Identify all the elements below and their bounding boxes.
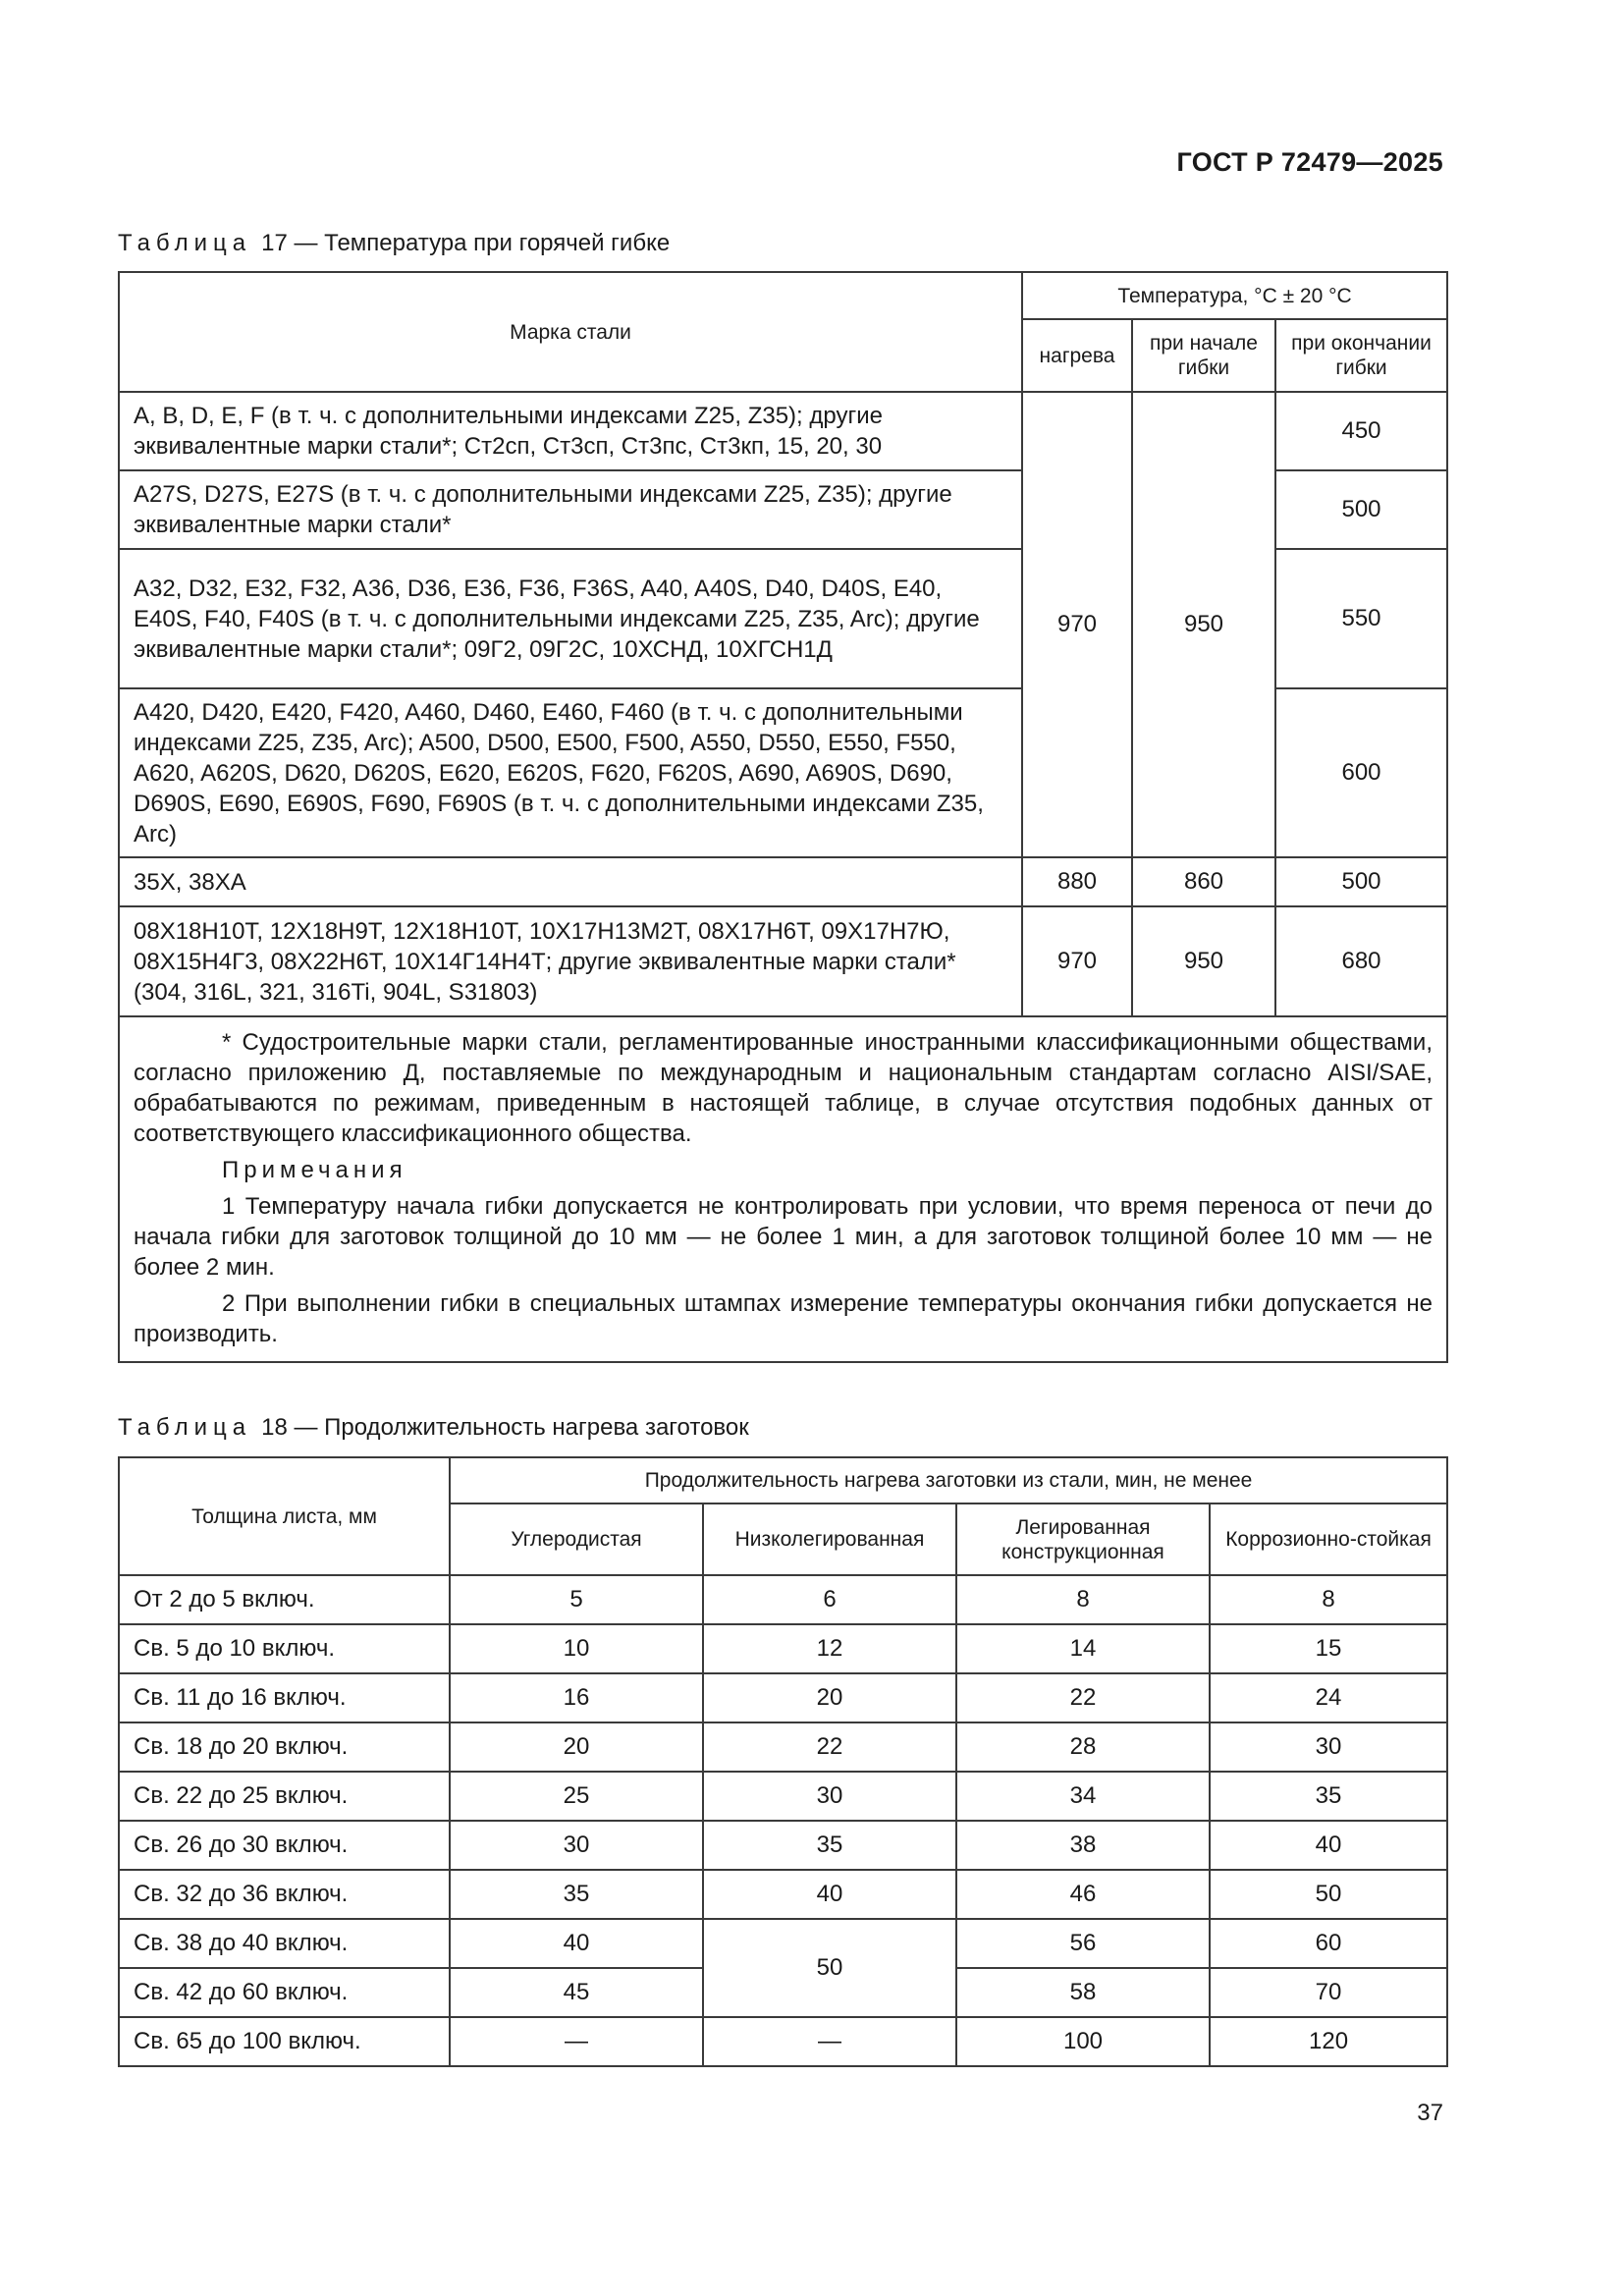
table17-notes	[119, 1016, 1447, 1362]
alloy-cell: 38	[956, 1821, 1210, 1870]
table-row	[119, 1870, 1447, 1919]
carbon-cell: —	[450, 2017, 703, 2066]
alloy-cell: 58	[956, 1968, 1210, 2017]
stainless-cell: 30	[1210, 1722, 1447, 1772]
carbon-cell: 5	[450, 1575, 703, 1624]
alloy-cell: 34	[956, 1772, 1210, 1821]
thickness-cell: Св. 5 до 10 включ.	[119, 1624, 450, 1673]
table17-header-temperature: Температура, °С ± 20 °С	[1022, 272, 1447, 319]
steel-grade-cell: 35Х, 38ХА	[119, 857, 1022, 906]
end-temp-cell: 550	[1275, 549, 1447, 688]
steel-grade-cell: A32, D32, E32, F32, A36, D36, E36, F36, F36S, A40, A40S, D40, D40S, E40, E40S, F40, F40S (в т. ч. с дополнительными индексами Z25, Z35, Arc); другие эквивалентные марки стали*; 09Г2, 09Г2С, 10ХСНД, 10ХГСН1Д	[119, 549, 1022, 688]
lowalloy-cell: 12	[703, 1624, 956, 1673]
table18-header-thickness: Толщина листа, мм	[119, 1457, 450, 1575]
thickness-cell: Св. 18 до 20 включ.	[119, 1722, 450, 1772]
table18-header-lowalloy: Низколегированная	[703, 1503, 956, 1575]
thickness-cell: Св. 22 до 25 включ.	[119, 1772, 450, 1821]
stainless-cell: 15	[1210, 1624, 1447, 1673]
table18-caption	[118, 1414, 749, 1442]
table-row	[119, 1772, 1447, 1821]
table18-caption-text: 18 — Продолжительность нагрева заготовок	[261, 1414, 749, 1441]
stainless-cell: 70	[1210, 1968, 1447, 2017]
alloy-cell: 100	[956, 2017, 1210, 2066]
stainless-cell: 40	[1210, 1821, 1447, 1870]
merged-heating-cell: 970	[1022, 392, 1132, 857]
carbon-cell: 10	[450, 1624, 703, 1673]
table18-header-stainless: Коррозионно-стойкая	[1210, 1503, 1447, 1575]
thickness-cell: Св. 42 до 60 включ.	[119, 1968, 450, 2017]
end-temp-cell: 500	[1275, 857, 1447, 906]
steel-grade-cell: A27S, D27S, E27S (в т. ч. с дополнительными индексами Z25, Z35); другие эквивалентные марки стали*	[119, 470, 1022, 549]
table-row	[119, 857, 1447, 906]
heating-temp-cell: 970	[1022, 906, 1132, 1016]
thickness-cell: Св. 11 до 16 включ.	[119, 1673, 450, 1722]
carbon-cell: 40	[450, 1919, 703, 1968]
end-temp-cell: 600	[1275, 688, 1447, 857]
alloy-cell: 28	[956, 1722, 1210, 1772]
carbon-cell: 16	[450, 1673, 703, 1722]
carbon-cell: 45	[450, 1968, 703, 2017]
note-1: 1 Температуру начала гибки допускается не контролировать при условии, что время переноса от печи до начала гибки для заготовок толщиной до 10 мм — не более 1 мин, а для заготовок толщиной более 10 мм — не более 2 мин.	[134, 1193, 1433, 1281]
table17-caption	[118, 230, 670, 257]
thickness-cell: От 2 до 5 включ.	[119, 1575, 450, 1624]
steel-grade-cell: A, B, D, E, F (в т. ч. с дополнительными индексами Z25, Z35); другие эквивалентные марки стали*; Ст2сп, Ст3сп, Ст3пс, Ст3кп, 15, 20, 30	[119, 392, 1022, 470]
stainless-cell: 35	[1210, 1772, 1447, 1821]
table-row	[119, 2017, 1447, 2066]
table17	[118, 271, 1448, 1363]
merged-start-cell: 950	[1132, 392, 1275, 857]
stainless-cell: 50	[1210, 1870, 1447, 1919]
table-row	[119, 1722, 1447, 1772]
lowalloy-cell: 6	[703, 1575, 956, 1624]
steel-grade-cell: A420, D420, E420, F420, A460, D460, E460, F460 (в т. ч. с дополнительными индексами Z25, Z35, Arc); A500, D500, E500, F500, A550, D550, E550, F550, A620, A620S, D620, D620S, E620, E620S, F620, F620S, A690, A690S, D690, D690S, E690, E690S, F690, F690S (в т. ч. с дополнительными индексами Z35, Arc)	[119, 688, 1022, 857]
lowalloy-cell: 20	[703, 1673, 956, 1722]
table-row	[119, 392, 1447, 470]
table18-header-duration: Продолжительность нагрева заготовки из стали, мин, не менее	[450, 1457, 1447, 1503]
table17-caption-word: Таблица	[118, 230, 252, 256]
table-row	[119, 1919, 1447, 1968]
thickness-cell: Св. 26 до 30 включ.	[119, 1821, 450, 1870]
merged-lowalloy-cell: 50	[703, 1919, 956, 2017]
lowalloy-cell: 22	[703, 1722, 956, 1772]
thickness-cell: Св. 38 до 40 включ.	[119, 1919, 450, 1968]
table17-header-heating: нагрева	[1022, 319, 1132, 392]
end-temp-cell: 500	[1275, 470, 1447, 549]
carbon-cell: 35	[450, 1870, 703, 1919]
carbon-cell: 30	[450, 1821, 703, 1870]
table-row	[119, 1821, 1447, 1870]
alloy-cell: 8	[956, 1575, 1210, 1624]
document-code: ГОСТ Р 72479—2025	[1176, 147, 1443, 177]
lowalloy-cell: 40	[703, 1870, 956, 1919]
page-number: 37	[1417, 2100, 1443, 2126]
table17-notes-row	[119, 1016, 1447, 1362]
end-temp-cell: 450	[1275, 392, 1447, 470]
thickness-cell: Св. 32 до 36 включ.	[119, 1870, 450, 1919]
end-temp-cell: 680	[1275, 906, 1447, 1016]
table18-header-carbon: Углеродистая	[450, 1503, 703, 1575]
carbon-cell: 25	[450, 1772, 703, 1821]
start-temp-cell: 950	[1132, 906, 1275, 1016]
table-row	[119, 906, 1447, 1016]
stainless-cell: 24	[1210, 1673, 1447, 1722]
table17-footnote: * Судостроительные марки стали, регламентированные иностранными классификационными обществами, согласно приложению Д, поставляемые по международным и национальным стандартам согласно AISI/SAE, обрабатываются по режимам, приведенным в настоящей таблице, в случае отсутствия подобных данных от соответствующего классификационного общества.	[134, 1029, 1433, 1147]
table-row	[119, 1624, 1447, 1673]
table17-caption-text: 17 — Температура при горячей гибке	[261, 230, 671, 256]
table18-caption-word: Таблица	[118, 1414, 252, 1441]
table-row	[119, 1575, 1447, 1624]
lowalloy-cell: 30	[703, 1772, 956, 1821]
table18	[118, 1456, 1448, 2067]
thickness-cell: Св. 65 до 100 включ.	[119, 2017, 450, 2066]
table17-header-end: при окончании гибки	[1275, 319, 1447, 392]
alloy-cell: 56	[956, 1919, 1210, 1968]
alloy-cell: 46	[956, 1870, 1210, 1919]
table17-header-grade: Марка стали	[119, 272, 1022, 392]
carbon-cell: 20	[450, 1722, 703, 1772]
table-row	[119, 1673, 1447, 1722]
table17-header-start: при начале гибки	[1132, 319, 1275, 392]
alloy-cell: 22	[956, 1673, 1210, 1722]
notes-heading: Примечания	[222, 1157, 407, 1183]
stainless-cell: 60	[1210, 1919, 1447, 1968]
start-temp-cell: 860	[1132, 857, 1275, 906]
alloy-cell: 14	[956, 1624, 1210, 1673]
stainless-cell: 8	[1210, 1575, 1447, 1624]
table18-header-alloy: Легированная конструкционная	[956, 1503, 1210, 1575]
lowalloy-cell: 35	[703, 1821, 956, 1870]
note-2: 2 При выполнении гибки в специальных штампах измерение температуры окончания гибки допускается не производить.	[134, 1290, 1433, 1347]
heating-temp-cell: 880	[1022, 857, 1132, 906]
steel-grade-cell: 08Х18Н10Т, 12Х18Н9Т, 12Х18Н10Т, 10Х17Н13М2Т, 08Х17Н6Т, 09Х17Н7Ю, 08Х15Н4Г3, 08Х22Н6Т, 10Х14Г14Н4Т; другие эквивалентные марки стали* (304, 316L, 321, 316Ti, 904L, S31803)	[119, 906, 1022, 1016]
lowalloy-cell: —	[703, 2017, 956, 2066]
stainless-cell: 120	[1210, 2017, 1447, 2066]
